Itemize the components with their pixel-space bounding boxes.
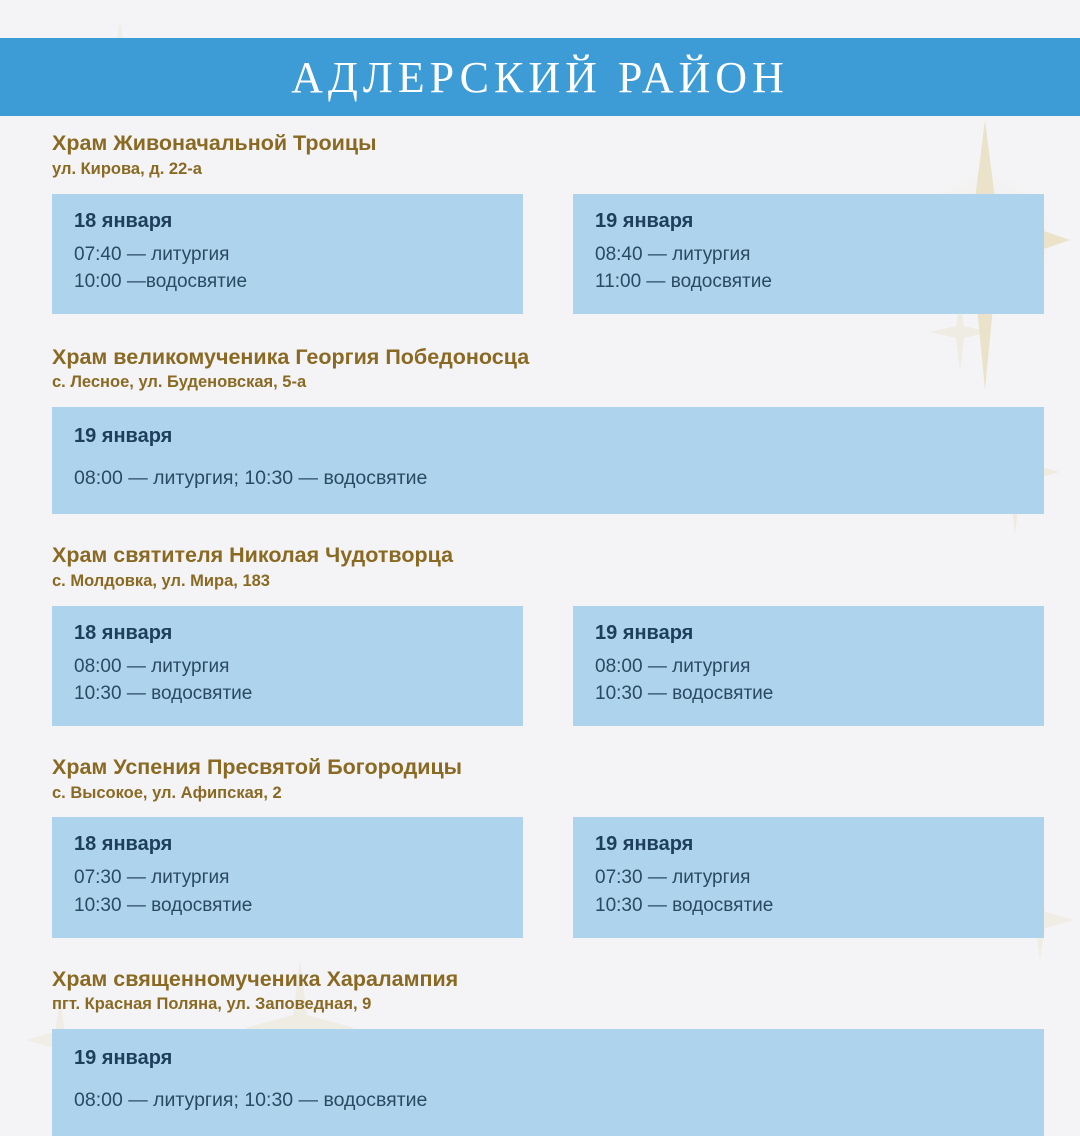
church-address: пгт. Красная Поляна, ул. Заповедная, 9	[52, 995, 372, 1014]
schedule-cards	[52, 1029, 1044, 1136]
card-line: 08:00 — литургия; 10:30 — водосвятие	[74, 467, 428, 490]
church-block	[0, 344, 1080, 515]
spacer	[0, 938, 1080, 966]
schedule-card	[573, 194, 1044, 314]
church-name: Храм Живоначальной Троицы	[52, 131, 377, 155]
schedule-card	[573, 606, 1044, 726]
schedule-card	[52, 1029, 1044, 1136]
schedule-list	[0, 130, 1080, 1136]
card-line: 07:30 — литургия	[595, 867, 751, 889]
card-line: 08:00 — литургия	[595, 655, 751, 677]
church-address: с. Лесное, ул. Буденовская, 5-а	[52, 373, 307, 392]
card-date: 18 января	[74, 621, 173, 644]
schedule-cards	[52, 817, 1044, 937]
page-title: АДЛЕРСКИЙ РАЙОН	[291, 52, 789, 102]
schedule-cards	[52, 606, 1044, 726]
card-line: 10:30 — водосвятие	[595, 683, 774, 705]
church-address: с. Высокое, ул. Афипская, 2	[52, 783, 282, 802]
card-line: 08:00 — литургия; 10:30 — водосвятие	[74, 1089, 428, 1112]
card-date: 19 января	[595, 621, 694, 644]
church-name: Храм святителя Николая Чудотворца	[52, 543, 454, 568]
header-band	[0, 38, 1080, 116]
schedule-card	[52, 817, 523, 937]
schedule-cards	[52, 407, 1044, 514]
card-line: 10:30 — водосвятие	[74, 683, 253, 705]
schedule-card	[52, 194, 523, 314]
card-line: 10:30 — водосвятие	[74, 895, 253, 916]
schedule-card	[52, 407, 1044, 514]
schedule-cards	[52, 194, 1044, 314]
spacer	[0, 514, 1080, 542]
card-line: 08:40 — литургия	[595, 243, 751, 265]
church-name: Храм священномученика Харалампия	[52, 966, 459, 991]
card-date: 19 января	[595, 833, 694, 856]
card-line: 11:00 — водосвятие	[595, 271, 772, 293]
church-name: Храм Успения Пресвятой Богородицы	[52, 754, 463, 779]
card-line: 08:00 — литургия	[74, 655, 230, 677]
church-name: Храм великомученика Георгия Победоносца	[52, 344, 530, 369]
church-address: ул. Кирова, д. 22-а	[52, 159, 202, 178]
card-line: 10:30 — водосвятие	[595, 895, 774, 916]
card-date: 19 января	[74, 425, 173, 448]
schedule-card	[573, 817, 1044, 937]
spacer	[0, 314, 1080, 344]
church-block	[0, 966, 1080, 1136]
card-date: 18 января	[74, 833, 173, 856]
schedule-card	[52, 606, 523, 726]
card-line: 07:30 — литургия	[74, 867, 230, 889]
card-line: 07:40 — литургия	[74, 243, 230, 265]
card-date: 18 января	[74, 209, 173, 232]
church-block	[0, 542, 1080, 726]
card-date: 19 января	[74, 1047, 173, 1070]
church-block	[0, 130, 1080, 314]
church-address: с. Молдовка, ул. Мира, 183	[52, 572, 270, 591]
card-date: 19 января	[595, 209, 694, 232]
church-block	[0, 754, 1080, 938]
spacer	[0, 726, 1080, 754]
card-line: 10:00 —водосвятие	[74, 271, 248, 293]
